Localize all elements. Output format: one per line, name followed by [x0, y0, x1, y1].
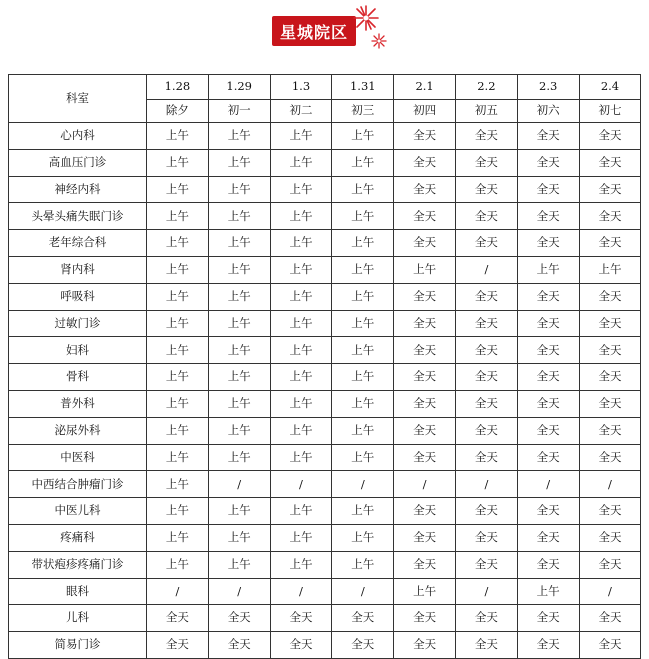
department-name: 妇科	[9, 337, 147, 364]
table-row	[9, 605, 641, 632]
table-row	[9, 578, 641, 605]
schedule-cell: 上午	[270, 230, 332, 257]
schedule-cell: 上午	[332, 176, 394, 203]
schedule-cell: 上午	[208, 123, 270, 150]
schedule-cell: 全天	[517, 149, 579, 176]
schedule-cell: 上午	[147, 524, 209, 551]
schedule-cell: 全天	[579, 310, 641, 337]
department-name: 疼痛科	[9, 524, 147, 551]
schedule-cell: /	[270, 578, 332, 605]
schedule-cell: 全天	[394, 364, 456, 391]
schedule-cell: 全天	[517, 551, 579, 578]
schedule-cell: 上午	[208, 524, 270, 551]
table-row	[9, 417, 641, 444]
schedule-cell: 全天	[579, 524, 641, 551]
schedule-cell: 上午	[270, 390, 332, 417]
day-header: 除夕	[147, 100, 209, 123]
schedule-cell: 上午	[147, 390, 209, 417]
department-name: 高血压门诊	[9, 149, 147, 176]
schedule-cell: 上午	[147, 417, 209, 444]
day-header: 初五	[455, 100, 517, 123]
date-header: 2.4	[579, 75, 641, 100]
department-name: 泌尿外科	[9, 417, 147, 444]
schedule-cell: 上午	[147, 283, 209, 310]
schedule-cell: 全天	[270, 605, 332, 632]
schedule-cell: 全天	[455, 498, 517, 525]
schedule-cell: 上午	[270, 551, 332, 578]
firework-decoration-icon	[352, 4, 380, 32]
table-row	[9, 283, 641, 310]
schedule-cell: 全天	[517, 176, 579, 203]
schedule-cell: /	[517, 471, 579, 498]
day-header: 初二	[270, 100, 332, 123]
table-row	[9, 524, 641, 551]
schedule-cell: /	[332, 578, 394, 605]
schedule-cell: 全天	[579, 283, 641, 310]
schedule-cell: 上午	[332, 310, 394, 337]
department-name: 儿科	[9, 605, 147, 632]
date-header: 2.2	[455, 75, 517, 100]
schedule-cell: 上午	[332, 390, 394, 417]
schedule-cell: /	[455, 471, 517, 498]
schedule-cell: 上午	[208, 551, 270, 578]
schedule-cell: 全天	[579, 123, 641, 150]
schedule-cell: 上午	[208, 417, 270, 444]
day-header: 初六	[517, 100, 579, 123]
date-header: 1.28	[147, 75, 209, 100]
schedule-cell: 上午	[208, 176, 270, 203]
schedule-cell: 全天	[147, 632, 209, 659]
table-row	[9, 149, 641, 176]
schedule-cell: 上午	[147, 337, 209, 364]
date-header: 1.31	[332, 75, 394, 100]
schedule-cell: 全天	[579, 337, 641, 364]
table-row	[9, 230, 641, 257]
schedule-cell: 上午	[270, 417, 332, 444]
department-name: 过敏门诊	[9, 310, 147, 337]
day-header: 初七	[579, 100, 641, 123]
schedule-cell: 全天	[579, 498, 641, 525]
schedule-cell: 全天	[455, 123, 517, 150]
schedule-cell: 全天	[394, 310, 456, 337]
department-name: 呼吸科	[9, 283, 147, 310]
schedule-cell: 全天	[517, 524, 579, 551]
schedule-cell: 上午	[332, 149, 394, 176]
schedule-cell: 全天	[517, 417, 579, 444]
department-name: 带状疱疹疼痛门诊	[9, 551, 147, 578]
schedule-cell: 全天	[579, 364, 641, 391]
schedule-cell: 全天	[517, 230, 579, 257]
schedule-cell: 上午	[332, 123, 394, 150]
firework-small-icon	[371, 33, 387, 49]
schedule-cell: 全天	[455, 605, 517, 632]
schedule-cell: 全天	[455, 417, 517, 444]
department-name: 骨科	[9, 364, 147, 391]
schedule-cell: 全天	[579, 176, 641, 203]
date-header: 1.3	[270, 75, 332, 100]
schedule-cell: 上午	[270, 203, 332, 230]
schedule-cell: 全天	[517, 283, 579, 310]
schedule-cell: 上午	[332, 444, 394, 471]
schedule-cell: 上午	[270, 256, 332, 283]
table-row	[9, 176, 641, 203]
schedule-cell: 全天	[579, 605, 641, 632]
table-row	[9, 310, 641, 337]
schedule-cell: 全天	[455, 149, 517, 176]
schedule-cell: 上午	[208, 230, 270, 257]
table-row	[9, 364, 641, 391]
schedule-cell: 全天	[332, 605, 394, 632]
schedule-cell: 全天	[394, 230, 456, 257]
date-header: 2.3	[517, 75, 579, 100]
schedule-cell: 上午	[208, 310, 270, 337]
department-name: 普外科	[9, 390, 147, 417]
schedule-cell: 全天	[455, 283, 517, 310]
schedule-cell: /	[332, 471, 394, 498]
day-header: 初三	[332, 100, 394, 123]
schedule-cell: /	[270, 471, 332, 498]
schedule-cell: 上午	[147, 149, 209, 176]
schedule-cell: 上午	[147, 310, 209, 337]
schedule-cell: 全天	[579, 632, 641, 659]
department-name: 肾内科	[9, 256, 147, 283]
table-row	[9, 390, 641, 417]
schedule-cell: 全天	[517, 605, 579, 632]
schedule-cell: 全天	[517, 632, 579, 659]
schedule-cell: 全天	[394, 123, 456, 150]
schedule-body	[9, 123, 641, 659]
schedule-cell: 上午	[147, 230, 209, 257]
schedule-cell: 全天	[517, 390, 579, 417]
schedule-cell: 全天	[517, 123, 579, 150]
schedule-cell: 上午	[332, 498, 394, 525]
schedule-cell: 全天	[517, 337, 579, 364]
table-row	[9, 471, 641, 498]
department-name: 中医儿科	[9, 498, 147, 525]
schedule-cell: 全天	[455, 364, 517, 391]
department-name: 中医科	[9, 444, 147, 471]
schedule-cell: 上午	[332, 283, 394, 310]
schedule-cell: 全天	[455, 203, 517, 230]
schedule-cell: 全天	[579, 444, 641, 471]
department-header: 科室	[9, 75, 147, 123]
schedule-cell: 全天	[517, 310, 579, 337]
schedule-cell: 全天	[394, 176, 456, 203]
schedule-cell: 上午	[332, 524, 394, 551]
schedule-cell: 上午	[517, 256, 579, 283]
schedule-cell: /	[579, 578, 641, 605]
schedule-cell: 上午	[332, 230, 394, 257]
schedule-cell: 全天	[394, 524, 456, 551]
schedule-cell: 全天	[455, 632, 517, 659]
department-name: 心内科	[9, 123, 147, 150]
schedule-cell: 全天	[394, 605, 456, 632]
schedule-cell: 上午	[208, 364, 270, 391]
schedule-cell: 全天	[517, 444, 579, 471]
schedule-cell: 全天	[455, 176, 517, 203]
schedule-cell: 上午	[394, 256, 456, 283]
schedule-cell: 全天	[394, 283, 456, 310]
date-header: 2.1	[394, 75, 456, 100]
schedule-cell: 全天	[394, 417, 456, 444]
schedule-cell: 上午	[208, 149, 270, 176]
schedule-cell: 全天	[455, 390, 517, 417]
schedule-cell: 上午	[332, 417, 394, 444]
schedule-cell: 全天	[147, 605, 209, 632]
schedule-cell: 全天	[579, 551, 641, 578]
schedule-cell: /	[455, 578, 517, 605]
schedule-cell: 上午	[332, 203, 394, 230]
schedule-cell: 上午	[517, 578, 579, 605]
schedule-cell: 上午	[208, 498, 270, 525]
schedule-cell: 上午	[147, 203, 209, 230]
schedule-cell: 上午	[270, 364, 332, 391]
table-row	[9, 123, 641, 150]
table-row	[9, 498, 641, 525]
department-name: 老年综合科	[9, 230, 147, 257]
schedule-cell: /	[455, 256, 517, 283]
schedule-cell: 上午	[394, 578, 456, 605]
schedule-cell: 上午	[270, 444, 332, 471]
schedule-cell: 上午	[147, 123, 209, 150]
department-name: 中西结合肿瘤门诊	[9, 471, 147, 498]
schedule-cell: 上午	[332, 337, 394, 364]
schedule-cell: 全天	[517, 203, 579, 230]
schedule-cell: 上午	[208, 337, 270, 364]
schedule-cell: 上午	[332, 551, 394, 578]
schedule-cell: 全天	[517, 498, 579, 525]
schedule-cell: 全天	[455, 337, 517, 364]
schedule-cell: 上午	[270, 337, 332, 364]
department-name: 眼科	[9, 578, 147, 605]
schedule-cell: 上午	[147, 471, 209, 498]
schedule-cell: /	[579, 471, 641, 498]
schedule-cell: 上午	[270, 310, 332, 337]
department-name: 头晕头痛失眠门诊	[9, 203, 147, 230]
schedule-cell: 上午	[208, 203, 270, 230]
schedule-cell: /	[147, 578, 209, 605]
department-name: 神经内科	[9, 176, 147, 203]
table-row	[9, 256, 641, 283]
table-row	[9, 203, 641, 230]
schedule-cell: 全天	[394, 337, 456, 364]
schedule-cell: 全天	[517, 364, 579, 391]
schedule-cell: 全天	[332, 632, 394, 659]
schedule-cell: 全天	[455, 310, 517, 337]
schedule-cell: 上午	[208, 390, 270, 417]
day-header: 初四	[394, 100, 456, 123]
schedule-cell: 上午	[270, 283, 332, 310]
schedule-cell: 上午	[332, 364, 394, 391]
schedule-cell: /	[394, 471, 456, 498]
schedule-cell: 上午	[332, 256, 394, 283]
campus-title: 星城院区	[272, 16, 356, 46]
schedule-cell: 上午	[147, 256, 209, 283]
schedule-cell: 上午	[208, 283, 270, 310]
schedule-cell: 上午	[147, 176, 209, 203]
schedule-cell: 全天	[579, 230, 641, 257]
schedule-cell: 全天	[455, 524, 517, 551]
table-row	[9, 632, 641, 659]
schedule-cell: 全天	[455, 444, 517, 471]
schedule-cell: 全天	[394, 498, 456, 525]
holiday-schedule-table	[8, 74, 641, 659]
schedule-cell: 全天	[579, 203, 641, 230]
schedule-cell: 上午	[147, 444, 209, 471]
schedule-cell: 全天	[579, 417, 641, 444]
schedule-cell: 上午	[270, 149, 332, 176]
schedule-cell: 上午	[579, 256, 641, 283]
schedule-cell: 全天	[208, 605, 270, 632]
day-header: 初一	[208, 100, 270, 123]
schedule-cell: 全天	[270, 632, 332, 659]
schedule-cell: 上午	[270, 176, 332, 203]
schedule-cell: /	[208, 471, 270, 498]
schedule-cell: 全天	[455, 551, 517, 578]
schedule-cell: 全天	[579, 390, 641, 417]
schedule-cell: 全天	[394, 149, 456, 176]
schedule-cell: 全天	[394, 390, 456, 417]
schedule-cell: 全天	[394, 551, 456, 578]
schedule-cell: 全天	[394, 632, 456, 659]
header-date-row	[9, 75, 641, 100]
schedule-cell: /	[208, 578, 270, 605]
schedule-cell: 上午	[147, 551, 209, 578]
schedule-cell: 全天	[579, 149, 641, 176]
schedule-cell: 上午	[208, 444, 270, 471]
table-row	[9, 551, 641, 578]
date-header: 1.29	[208, 75, 270, 100]
schedule-cell: 上午	[208, 256, 270, 283]
campus-title-banner	[268, 12, 388, 52]
department-name: 简易门诊	[9, 632, 147, 659]
schedule-cell: 上午	[147, 498, 209, 525]
schedule-cell: 全天	[394, 444, 456, 471]
schedule-cell: 上午	[270, 123, 332, 150]
schedule-cell: 上午	[270, 498, 332, 525]
schedule-cell: 上午	[147, 364, 209, 391]
table-row	[9, 337, 641, 364]
table-row	[9, 444, 641, 471]
schedule-cell: 上午	[270, 524, 332, 551]
schedule-cell: 全天	[394, 203, 456, 230]
schedule-cell: 全天	[455, 230, 517, 257]
schedule-cell: 全天	[208, 632, 270, 659]
